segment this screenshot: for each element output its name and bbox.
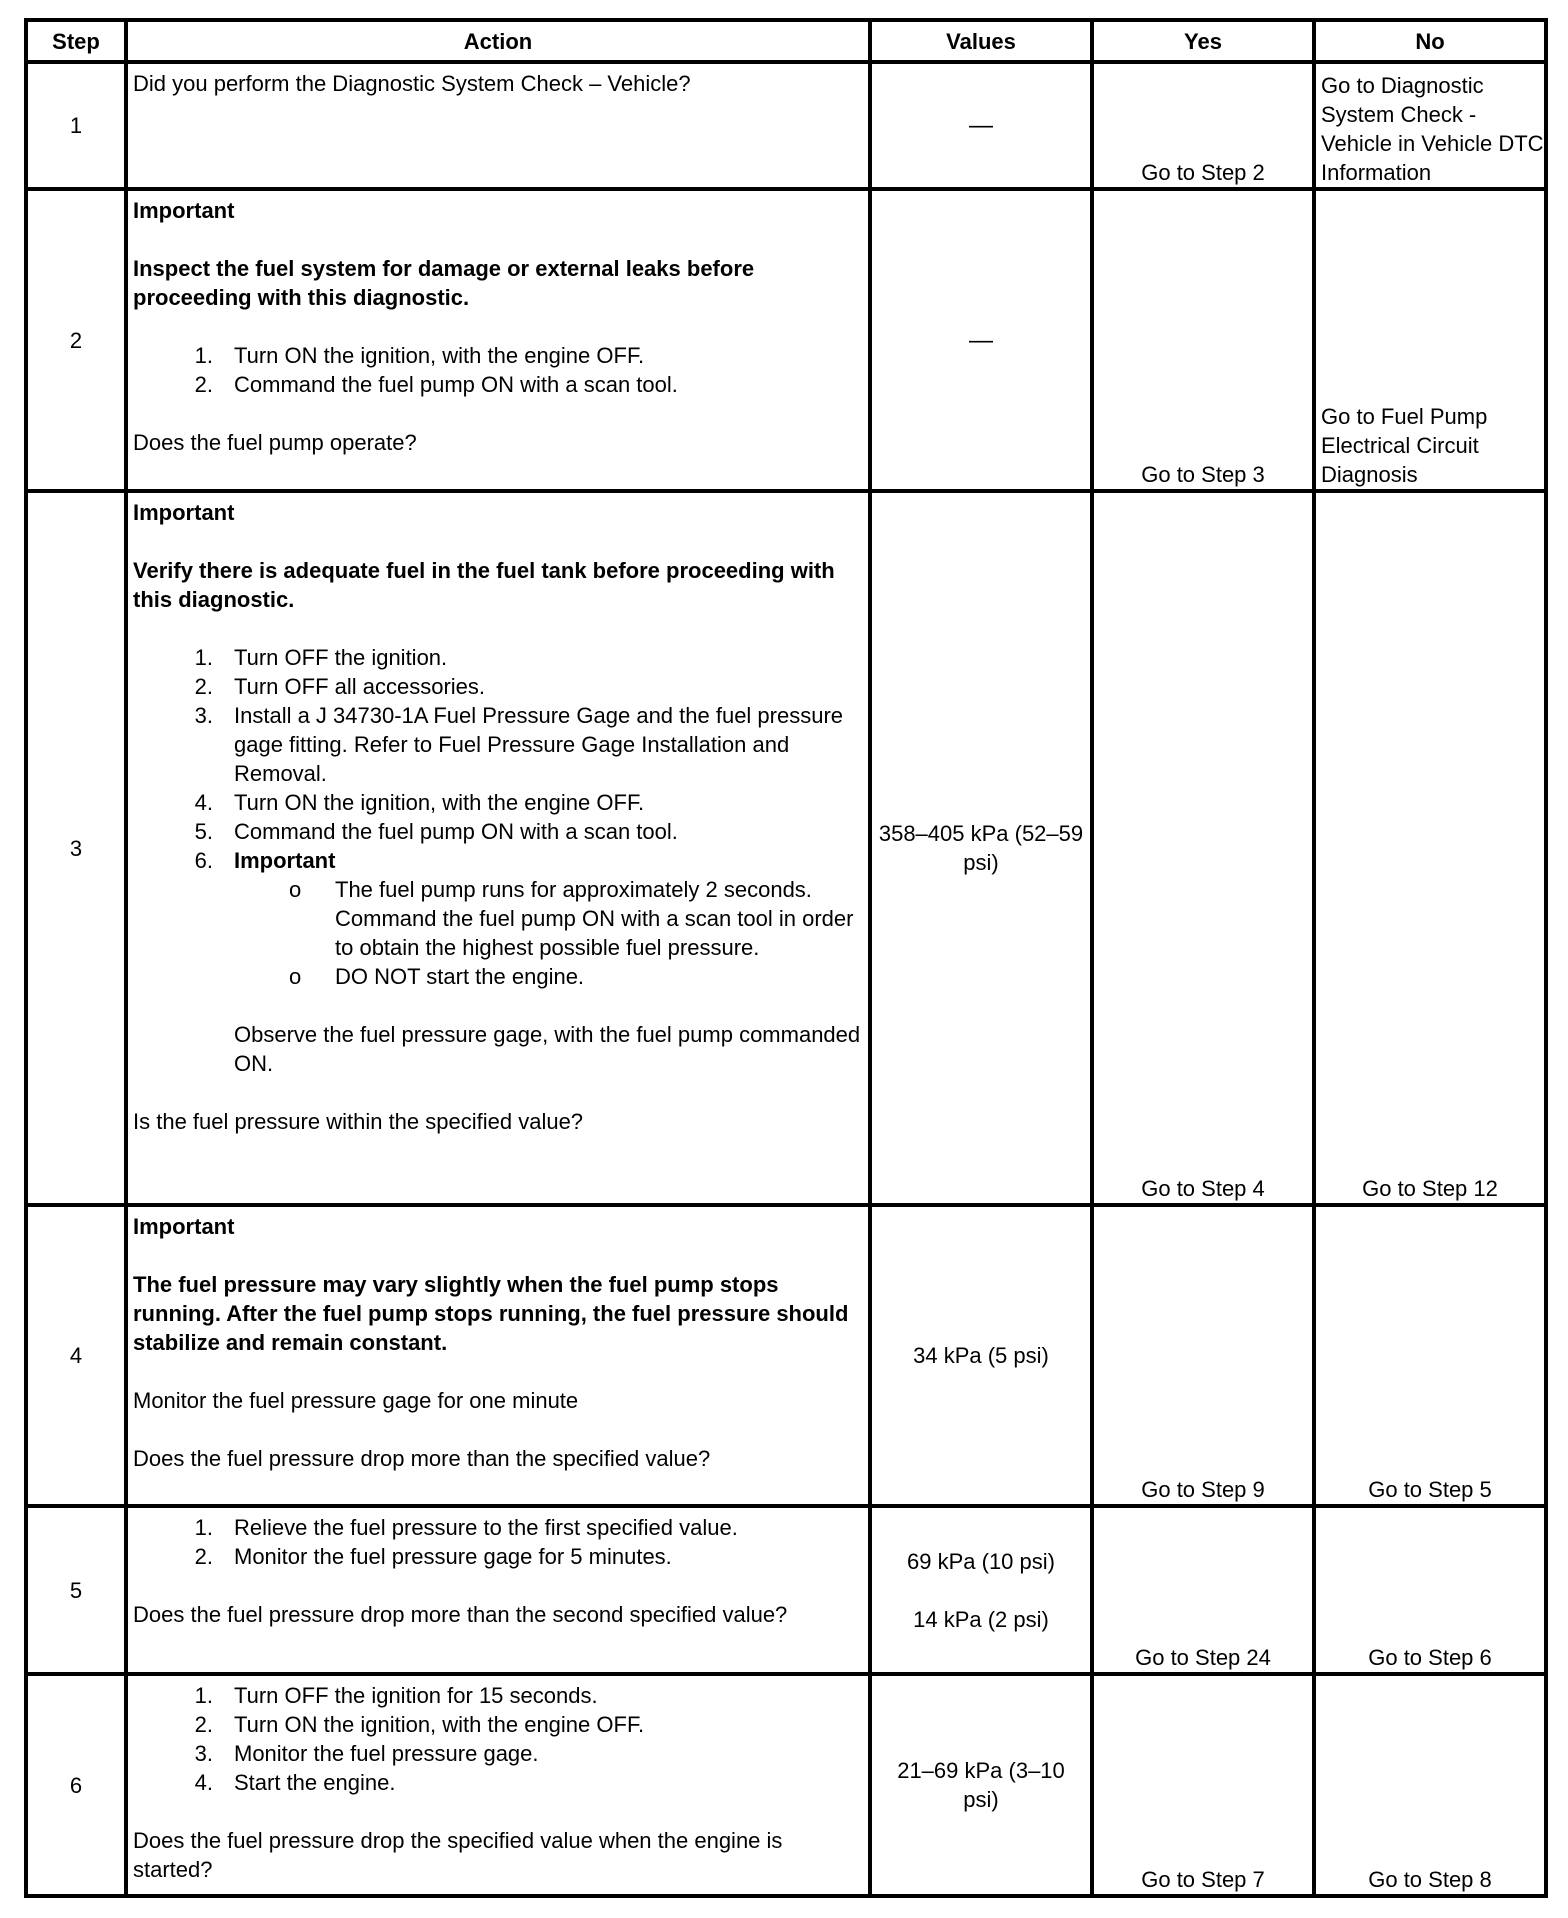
no-cell: Go to Step 8 xyxy=(1314,1674,1546,1896)
value-cell: 358–405 kPa (52–59 psi) xyxy=(870,491,1092,1205)
question-text: Does the fuel pressure drop more than the second specified value? xyxy=(133,1602,788,1627)
question-text: Is the fuel pressure within the specified value? xyxy=(133,1109,584,1134)
list-item: 1. Relieve the fuel pressure to the first specified value. xyxy=(194,1515,738,1540)
list-item: 2. Turn ON the ignition, with the engine OFF. xyxy=(194,1712,645,1737)
list-item: 2. Turn OFF all accessories. xyxy=(194,674,486,699)
yes-cell: Go to Step 2 xyxy=(1092,62,1314,189)
step-number: 2 xyxy=(26,189,126,491)
important-label: Important xyxy=(133,500,235,525)
question-text: Does the fuel pressure drop the specified value when the engine is started? xyxy=(133,1828,783,1882)
yes-cell: Go to Step 7 xyxy=(1092,1674,1314,1896)
no-cell: Go to Fuel Pump Electrical Circuit Diagnosis xyxy=(1314,189,1546,491)
important-label: Important xyxy=(133,1214,235,1239)
no-cell: Go to Step 5 xyxy=(1314,1205,1546,1506)
procedure-list xyxy=(133,341,862,399)
sub-item: o DO NOT start the engine. xyxy=(289,964,585,989)
step-3-row xyxy=(26,491,1546,1205)
step-number: 1 xyxy=(26,62,126,189)
second-value: 14 kPa (2 psi) xyxy=(913,1606,1049,1632)
list-item: 4. Turn ON the ignition, with the engine OFF. xyxy=(194,790,645,815)
header-step: Step xyxy=(26,20,126,62)
yes-cell: Go to Step 3 xyxy=(1092,189,1314,491)
value-cell: 21–69 kPa (3–10 psi) xyxy=(870,1674,1092,1896)
action-cell xyxy=(126,1674,870,1896)
important-text: Verify there is adequate fuel in the fuel tank before proceeding with this diagnostic. xyxy=(133,558,835,612)
yes-cell: Go to Step 4 xyxy=(1092,491,1314,1205)
list-item: 4. Start the engine. xyxy=(194,1770,396,1795)
value-cell: 34 kPa (5 psi) xyxy=(870,1205,1092,1506)
action-cell xyxy=(126,1506,870,1674)
question-text: Does the fuel pressure drop more than the specified value? xyxy=(133,1446,711,1471)
question-text: Does the fuel pump operate? xyxy=(133,430,417,455)
step-6-row xyxy=(26,1674,1546,1896)
step-2-row xyxy=(26,189,1546,491)
yes-cell: Go to Step 24 xyxy=(1092,1506,1314,1674)
first-value: 69 kPa (10 psi) xyxy=(907,1548,1055,1574)
important-text: Inspect the fuel system for damage or external leaks before proceeding with this diagnostic. xyxy=(133,256,755,310)
step-number: 5 xyxy=(26,1506,126,1674)
list-item: 6. Important o The fuel pump runs for approximately 2 seconds. Command the fuel pump ON with a scan tool in order to obtain the highest possible fuel pressure. o DO NOT start the engine. xyxy=(133,846,862,991)
header-no: No xyxy=(1314,20,1546,62)
step-5-row xyxy=(26,1506,1546,1674)
question-text: Did you perform the Diagnostic System Check – Vehicle? xyxy=(133,71,691,96)
step-number: 3 xyxy=(26,491,126,1205)
procedure-list xyxy=(133,643,862,991)
diagnostic-table xyxy=(24,18,1548,1898)
step-4-row xyxy=(26,1205,1546,1506)
procedure-list xyxy=(133,1681,862,1797)
list-item: 5. Command the fuel pump ON with a scan tool. xyxy=(194,819,678,844)
list-item: 2. Monitor the fuel pressure gage for 5 minutes. xyxy=(194,1544,672,1569)
important-label: Important xyxy=(133,198,235,223)
list-item: 2. Command the fuel pump ON with a scan tool. xyxy=(194,372,678,397)
step-1-row xyxy=(26,62,1546,189)
step-number: 4 xyxy=(26,1205,126,1506)
value-cell xyxy=(870,1506,1092,1674)
header-row xyxy=(26,20,1546,62)
value-cell: — xyxy=(870,189,1092,491)
no-cell: Go to Diagnostic System Check - Vehicle in Vehicle DTC Information xyxy=(1314,62,1546,189)
step-number: 6 xyxy=(26,1674,126,1896)
list-item: 1. Turn OFF the ignition. xyxy=(194,645,448,670)
action-cell xyxy=(126,1205,870,1506)
sub-item: o The fuel pump runs for approximately 2 seconds. Command the fuel pump ON with a scan tool in order to obtain the highest possible fuel pressure. xyxy=(289,877,854,960)
value-cell: — xyxy=(870,62,1092,189)
procedure-list xyxy=(133,1513,862,1571)
list-item: 1. Turn OFF the ignition for 15 seconds. xyxy=(194,1683,598,1708)
no-cell: Go to Step 12 xyxy=(1314,491,1546,1205)
action-cell xyxy=(126,491,870,1205)
action-cell xyxy=(126,189,870,491)
important-text: The fuel pressure may vary slightly when the fuel pump stops running. After the fuel pump stops running, the fuel pressure should stabilize and remain constant. xyxy=(133,1272,849,1355)
list-item: 3. Install a J 34730-1A Fuel Pressure Gage and the fuel pressure gage fitting. Refer to Fuel Pressure Gage Installation and Removal. xyxy=(194,703,844,786)
list-item: 1. Turn ON the ignition, with the engine OFF. xyxy=(194,343,645,368)
header-values: Values xyxy=(870,20,1092,62)
yes-cell: Go to Step 9 xyxy=(1092,1205,1314,1506)
action-cell xyxy=(126,62,870,189)
list-item: 3. Monitor the fuel pressure gage. xyxy=(194,1741,539,1766)
header-yes: Yes xyxy=(1092,20,1314,62)
header-action: Action xyxy=(126,20,870,62)
observe-text: Observe the fuel pressure gage, with the fuel pump commanded ON. xyxy=(234,1022,861,1076)
no-cell: Go to Step 6 xyxy=(1314,1506,1546,1674)
sub-list xyxy=(234,875,862,991)
monitor-text: Monitor the fuel pressure gage for one minute xyxy=(133,1388,579,1413)
